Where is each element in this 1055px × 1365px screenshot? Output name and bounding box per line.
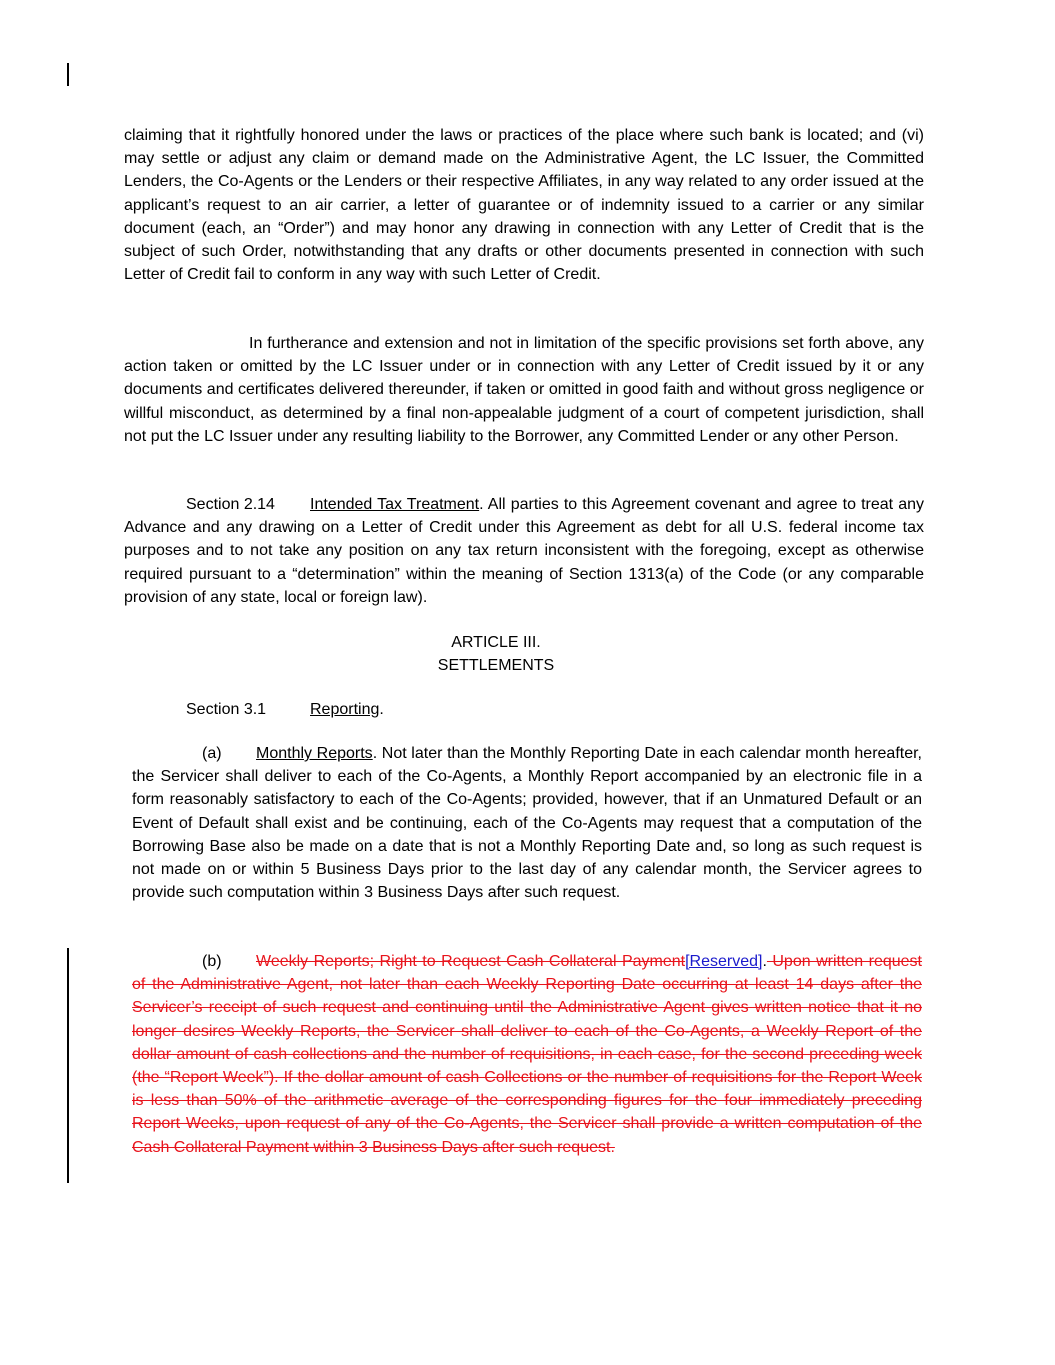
article-title: SETTLEMENTS xyxy=(437,657,555,674)
section-title: Intended Tax Treatment xyxy=(310,496,480,513)
inserted-reserved: [Reserved] xyxy=(685,953,763,970)
subsection-period: . xyxy=(762,953,767,970)
paragraph-text: claiming that it rightfully honored under the laws or practices of the place where such bank is located; and (vi) may settle or adjust any claim or demand made on the Administrative Agent, the LC Issuer, the Committed Lenders, the Co-Agents or the Lenders or their respective Affiliates, in any way related to any order issued at the applicant’s request to an air carrier, a letter of guarantee or of indemnity issued to a carrier or any similar document (each, an “Order”) and may honor any drawing in connection with any Letter of Credit that is the subject of such Order, notwithstanding that any drafts or other documents presented in connection with such Letter of Credit fail to conform in any way with such Letter of Credit. xyxy=(124,127,924,284)
subsection-title: Monthly Reports xyxy=(256,745,373,762)
section-body: . All parties to this Agreement covenant and agree to treat any Advance and any drawing on a Letter of Credit under this Agreement as debt for all U.S. federal income tax purposes and to not take any position on any tax return inconsistent with the foregoing, except as otherwise required pursuant to a “determination” within the meaning of Section 1313(a) of the Code (or any comparable provision of any state, local or foreign law). xyxy=(124,496,925,606)
deleted-body: Upon written request of the Administrative Agent, not later than each Weekly Reporting Date occurring at least 14 days after the Servicer’s receipt of such request and continuing until the Administrative Agent gives written notice that it no longer desires Weekly Reports, the Servicer shall deliver to each of the Co-Agents, a Weekly Report of the dollar amount of cash collections and the number of requisitions, in each case, for the second preceding week (the “Report Week”). If the dollar amount of cash Collections or the number of requisitions for the Report Week is less than 50% of the arithmetic average of the corresponding figures for the four immediately preceding Report Weeks, upon request of any of the Co-Agents, the Servicer shall provide a written computation of the Cash Collateral Payment within 3 Business Days after such request. xyxy=(132,953,923,1156)
section-period: . xyxy=(379,701,384,718)
paragraph-text: In furtherance and extension and not in limitation of the specific provisions set forth above, any action taken or omitted by the LC Issuer under or in connection with any Letter of Credit issued by it or any documents and certificates delivered thereunder, if taken or omitted in good faith and without gross negligence or willful misconduct, as determined by a final non-appealable judgment of a court of competent jurisdiction, shall not put the LC Issuer under any resulting liability to the Borrower, any Committed Lender or any other Person. xyxy=(124,335,924,445)
section-3-1 xyxy=(124,698,924,721)
section-2-14 xyxy=(124,493,924,609)
paragraph-furtherance xyxy=(124,332,924,448)
paragraph-letter-of-credit-order xyxy=(124,124,924,286)
change-bar-top xyxy=(67,63,69,86)
subsection-body: . Not later than the Monthly Reporting Date in each calendar month hereafter, the Servicer shall deliver to each of the Co-Agents, a Monthly Report accompanied by an electronic file in a form reasonably satisfactory to each of the Co-Agents; provided, however, that if an Unmatured Default or an Event of Default shall exist and be continuing, each of the Co-Agents may request that a computation of the Borrowing Base also be made on a date that is not a Monthly Reporting Date and, so long as such request is not made on or within 5 Business Days prior to the last day of any calendar month, the Servicer agrees to provide such computation within 3 Business Days after such request. xyxy=(132,745,922,902)
change-bar-subsection-b xyxy=(67,948,69,1183)
subsection-b-reserved xyxy=(132,950,922,1159)
deleted-title: Weekly Reports; Right to Request Cash Collateral Payment xyxy=(256,953,686,970)
subsection-a-monthly-reports xyxy=(132,742,922,904)
section-number: Section 3.1 xyxy=(186,701,267,718)
subsection-label: (a) xyxy=(202,745,222,762)
article-heading: ARTICLE III. xyxy=(451,634,541,651)
subsection-label: (b) xyxy=(202,953,222,970)
section-number: Section 2.14 xyxy=(186,496,275,513)
section-title: Reporting xyxy=(310,701,380,718)
